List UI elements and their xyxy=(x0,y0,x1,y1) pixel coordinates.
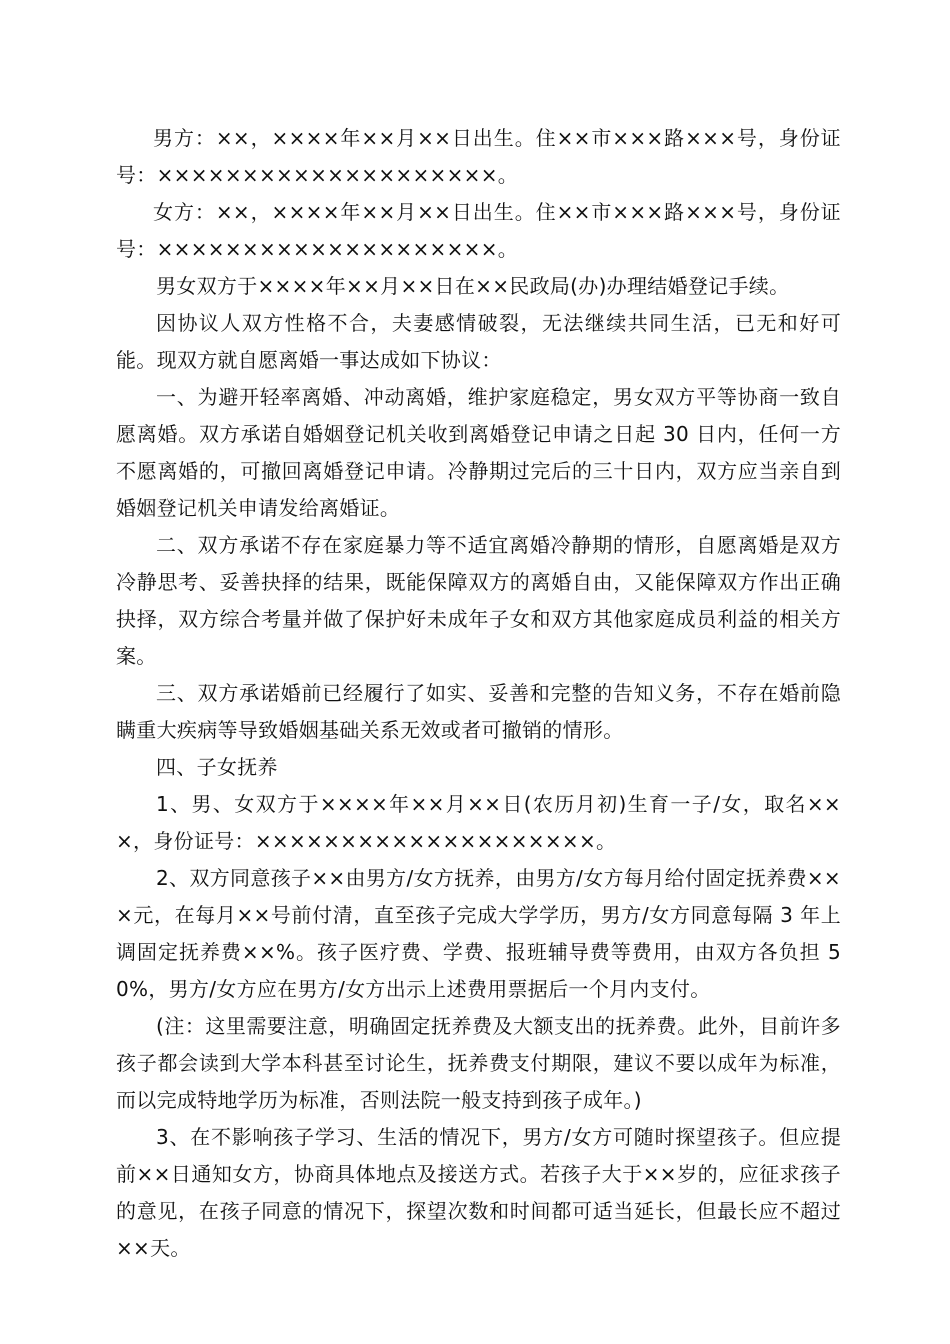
paragraph-wife-info: 女方：××，××××年××月××日出生。住××市×××路×××号，身份证号：××××××××××××××××××××。 xyxy=(116,200,841,261)
paragraph-clause-1: 一、为避开轻率离婚、冲动离婚，维护家庭稳定，男女双方平等协商一致自愿离婚。双方承诺自婚姻登记机关收到离婚登记申请之日起 30 日内，任何一方不愿离婚的，可撤回离婚登记申请。冷静期过完后的三十日内，双方应当亲自到婚姻登记机关申请发给离婚证。 xyxy=(116,385,841,520)
paragraph-marriage-registration: 男女双方于××××年××月××日在××民政局(办)办理结婚登记手续。 xyxy=(156,274,790,298)
paragraph-child-support: 2、双方同意孩子××由男方/女方抚养，由男方/女方每月给付固定抚养费×××元，在每月××号前付清，直至孩子完成大学学历，男方/女方同意每隔 3 年上调固定抚养费××%。孩子医疗费、学费、报班辅导费等费用，由双方各负担 50%，男方/女方应在男方/女方出示上述费用票据后一个月内支付。 xyxy=(116,866,841,1001)
agreement-body xyxy=(116,120,841,1267)
paragraph-husband-info: 男方：××，××××年××月××日出生。住××市×××路×××号，身份证号：××××××××××××××××××××。 xyxy=(116,126,841,187)
paragraph-clause-3: 三、双方承诺婚前已经履行了如实、妥善和完整的告知义务，不存在婚前隐瞒重大疾病等导致婚姻基础关系无效或者可撤销的情形。 xyxy=(116,681,841,742)
paragraph-clause-2: 二、双方承诺不存在家庭暴力等不适宜离婚冷静期的情形，自愿离婚是双方冷静思考、妥善抉择的结果，既能保障双方的离婚自由，又能保障双方作出正确抉择，双方综合考量并做了保护好未成年子女和双方其他家庭成员利益的相关方案。 xyxy=(116,533,841,668)
paragraph-note: (注：这里需要注意，明确固定抚养费及大额支出的抚养费。此外，目前许多孩子都会读到大学本科甚至讨论生，抚养费支付期限，建议不要以成年为标准，而以完成特地学历为标准，否则法院一般支持到孩子成年。) xyxy=(116,1014,841,1112)
paragraph-visitation: 3、在不影响孩子学习、生活的情况下，男方/女方可随时探望孩子。但应提前××日通知女方，协商具体地点及接送方式。若孩子大于××岁的，应征求孩子的意见，在孩子同意的情况下，探望次数和时间都可适当延长，但最长应不超过××天。 xyxy=(116,1125,841,1260)
paragraph-reason: 因协议人双方性格不合，夫妻感情破裂，无法继续共同生活，已无和好可能。现双方就自愿离婚一事达成如下协议： xyxy=(116,311,841,372)
paragraph-child-birth: 1、男、女双方于××××年××月××日(农历月初)生育一子/女，取名×××，身份证号：××××××××××××××××××××。 xyxy=(116,792,841,853)
section-heading-child-custody: 四、子女抚养 xyxy=(156,755,278,779)
